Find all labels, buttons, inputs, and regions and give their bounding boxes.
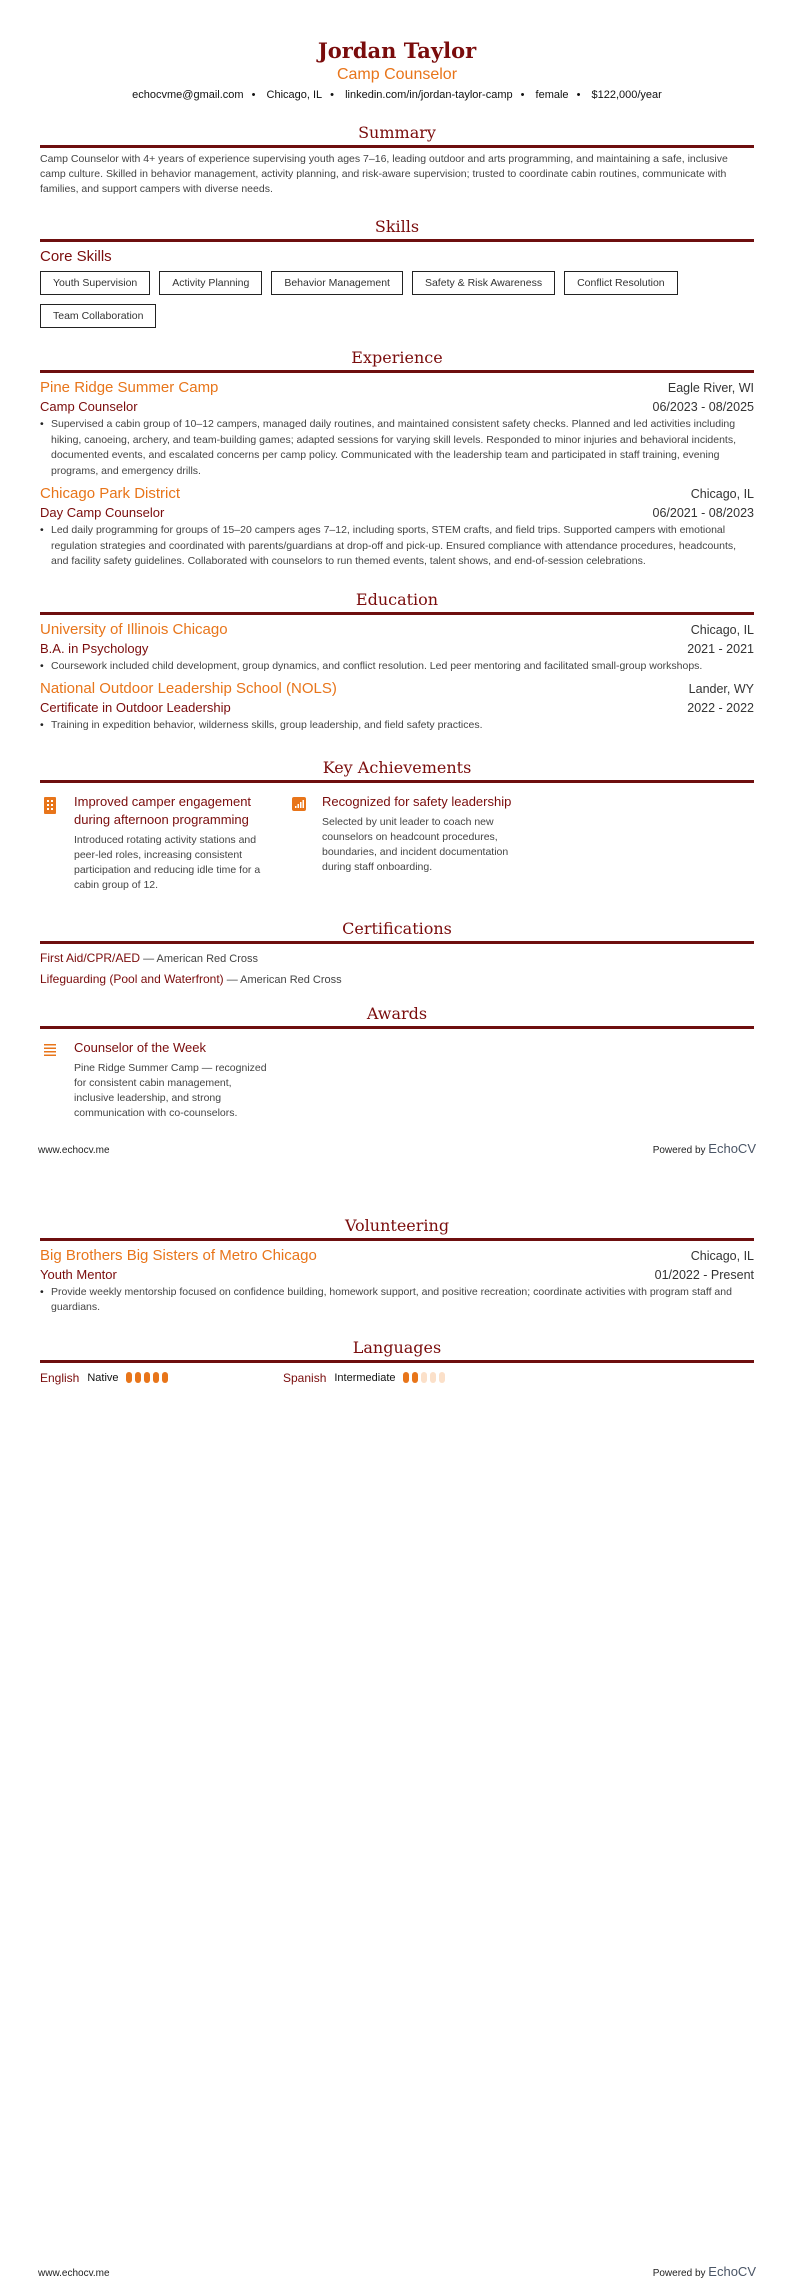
section-heading: Skills — [40, 217, 754, 242]
certifications-section — [40, 919, 754, 986]
skill-pill: Behavior Management — [271, 271, 403, 295]
language-rating — [403, 1372, 445, 1383]
rating-dot — [439, 1372, 445, 1383]
section-heading: Languages — [40, 1338, 754, 1363]
rating-dot — [153, 1372, 159, 1383]
rating-dot — [135, 1372, 141, 1383]
volunteer-org: Big Brothers Big Sisters of Metro Chicago — [40, 1246, 317, 1264]
certification-name: First Aid/CPR/AED — [40, 950, 141, 965]
volunteer-dates: 01/2022 - Present — [654, 1267, 754, 1282]
achievement-item — [40, 793, 268, 893]
language-name: English — [40, 1370, 80, 1385]
rating-dot — [144, 1372, 150, 1383]
certification-item: First Aid/CPR/AED — American Red Cross — [40, 950, 259, 965]
degree: B.A. in Psychology — [40, 640, 149, 656]
section-heading: Summary — [40, 123, 754, 148]
section-heading: Key Achievements — [40, 758, 754, 783]
rating-dot — [403, 1372, 409, 1383]
company-name: Pine Ridge Summer Camp — [40, 379, 219, 396]
volunteer-bullet: • Provide weekly mentorship focused on confidence building, homework support, and positive recreation; coordinate activities with program staff and guardians. — [40, 1285, 754, 1316]
awards-section — [40, 1004, 754, 1121]
job-bullet: • Supervised a cabin group of 10–12 campers, managed daily routines, and maintained consistent safety checks. Planned and led activities including hiking, canoeing, archery, and team-building games; adapted sessions for varying skill levels. Responded to minor injuries and behavioral incidents, documented events, and escalated concerns per camp policy. Communicated with the leadership team and participated in staff training, evening programs, and emergency drills. — [40, 417, 754, 479]
rating-dot — [162, 1372, 168, 1383]
award-title: Counselor of the Week — [74, 1039, 206, 1055]
section-heading: Experience — [40, 348, 754, 373]
rating-dot — [126, 1372, 132, 1383]
certification-issuer: American Red Cross — [240, 973, 342, 986]
language-name: Spanish — [283, 1370, 327, 1385]
skill-pill: Activity Planning — [159, 271, 262, 295]
skill-pill: Conflict Resolution — [564, 271, 678, 295]
certification-item: Lifeguarding (Pool and Waterfront) — American Red Cross — [40, 971, 342, 986]
job-location: Chicago, IL — [690, 487, 754, 501]
achievement-title: Improved camper engagement during afternoon programming — [74, 793, 252, 827]
school-location: Chicago, IL — [690, 622, 754, 637]
award-desc: Pine Ridge Summer Camp — recognized for consistent cabin management, inclusive leadership, and strong communication with co-counselors. — [74, 1061, 267, 1119]
skill-group-title: Core Skills — [40, 248, 112, 265]
experience-item — [40, 373, 754, 479]
achievement-item — [288, 793, 516, 893]
page-footer — [38, 1121, 756, 1156]
education-bullet: • Coursework included child development, group dynamics, and conflict resolution. Led peer mentoring and facilitated small-group workshops. — [40, 659, 754, 675]
contact-location: Chicago, IL — [266, 89, 323, 101]
skills-section — [40, 217, 754, 328]
section-heading: Volunteering — [40, 1216, 754, 1241]
achievement-title: Recognized for safety leadership — [322, 793, 512, 809]
education-dates: 2021 - 2021 — [687, 641, 754, 656]
contact-salary: $122,000/year — [591, 89, 662, 101]
volunteering-item — [40, 1241, 754, 1316]
degree: Certificate in Outdoor Leadership — [40, 700, 231, 715]
page-2 — [0, 1166, 794, 2289]
experience-item — [40, 479, 754, 570]
certification-name: Lifeguarding (Pool and Waterfront) — [40, 971, 224, 986]
section-heading: Certifications — [40, 919, 754, 944]
rating-dot — [412, 1372, 418, 1383]
volunteer-location: Chicago, IL — [690, 1248, 754, 1263]
footer-powered: Powered by — [652, 2267, 706, 2279]
volunteer-role: Youth Mentor — [40, 1266, 117, 1282]
school-name: National Outdoor Leadership School (NOLS) — [40, 680, 337, 697]
skill-pill: Team Collaboration — [40, 304, 156, 328]
achievements-section — [40, 758, 754, 893]
chart-icon — [288, 793, 322, 893]
job-dates: 06/2021 - 08/2023 — [652, 506, 754, 520]
rating-dot — [430, 1372, 436, 1383]
language-item — [283, 1371, 445, 1385]
candidate-name: Jordan Taylor — [317, 38, 477, 63]
education-section — [40, 590, 754, 734]
certification-issuer: American Red Cross — [156, 952, 259, 965]
job-bullet: • Led daily programming for groups of 15–20 campers ages 7–12, including sports, STEM crafts, and field trips. Supported campers with emotional regulation strategies and coordinated with parents/guardians at drop-off and pick-up. Ensured compliance with attendance procedures, headcounts, and facility safety guidelines. Collaborated with counselors to run themed events, talent shows, and end-of-session celebrations. — [40, 523, 754, 570]
job-role: Camp Counselor — [40, 399, 138, 414]
language-rating — [126, 1372, 168, 1383]
footer-brand[interactable]: EchoCV — [708, 2263, 756, 2279]
job-dates: 06/2023 - 08/2025 — [652, 400, 754, 414]
candidate-title: Camp Counselor — [336, 66, 458, 83]
volunteering-section — [40, 1216, 754, 1316]
summary-section — [40, 123, 754, 197]
footer-powered: Powered by — [652, 1144, 706, 1156]
language-level: Native — [87, 1371, 119, 1384]
experience-section — [40, 348, 754, 570]
section-heading: Awards — [40, 1004, 754, 1029]
company-name: Chicago Park District — [40, 485, 181, 502]
languages-section — [40, 1338, 754, 1385]
job-role: Day Camp Counselor — [40, 505, 165, 520]
list-icon — [40, 1039, 74, 1121]
language-item — [40, 1371, 283, 1385]
section-heading: Education — [40, 590, 754, 615]
contact-linkedin[interactable]: linkedin.com/in/jordan-taylor-camp — [345, 89, 513, 101]
education-dates: 2022 - 2022 — [687, 701, 754, 715]
page-footer — [38, 2244, 756, 2279]
summary-text: Camp Counselor with 4+ years of experience supervising youth ages 7–16, leading outdoor and arts programming, and maintaining a safe, inclusive camp culture. Skilled in behavior management, activity planning, and risk-aware supervision; trusted to coordinate cabin routines, communicate with families, and support campers with diverse needs. — [40, 153, 728, 195]
building-icon — [40, 793, 74, 893]
language-level: Intermediate — [334, 1371, 396, 1384]
contact-line: echocvme@gmail.com • Chicago, IL • linkedin.com/in/jordan-taylor-camp • female • $122,000/year — [132, 89, 662, 101]
school-location: Lander, WY — [688, 682, 754, 696]
school-name: University of Illinois Chicago — [40, 620, 228, 638]
education-item — [40, 674, 754, 734]
education-bullet: • Training in expedition behavior, wilderness skills, group leadership, and field safety practices. — [40, 718, 754, 734]
footer-site[interactable]: www.echocv.me — [38, 1144, 110, 1156]
education-item — [40, 615, 754, 675]
contact-email[interactable]: echocvme@gmail.com — [132, 89, 244, 101]
award-item — [40, 1039, 268, 1121]
footer-site[interactable]: www.echocv.me — [38, 2267, 110, 2279]
skill-pill: Youth Supervision — [40, 271, 150, 295]
footer-brand[interactable]: EchoCV — [708, 1140, 756, 1156]
achievement-desc: Introduced rotating activity stations and peer-led roles, increasing consistent participation and reducing idle time for a cabin group of 12. — [74, 833, 261, 891]
achievement-desc: Selected by unit leader to coach new counselors on headcount procedures, boundaries, and incident documentation during staff onboarding. — [322, 815, 509, 873]
rating-dot — [421, 1372, 427, 1383]
contact-gender: female — [535, 89, 569, 101]
skill-pill: Safety & Risk Awareness — [412, 271, 555, 295]
job-location: Eagle River, WI — [667, 381, 754, 395]
